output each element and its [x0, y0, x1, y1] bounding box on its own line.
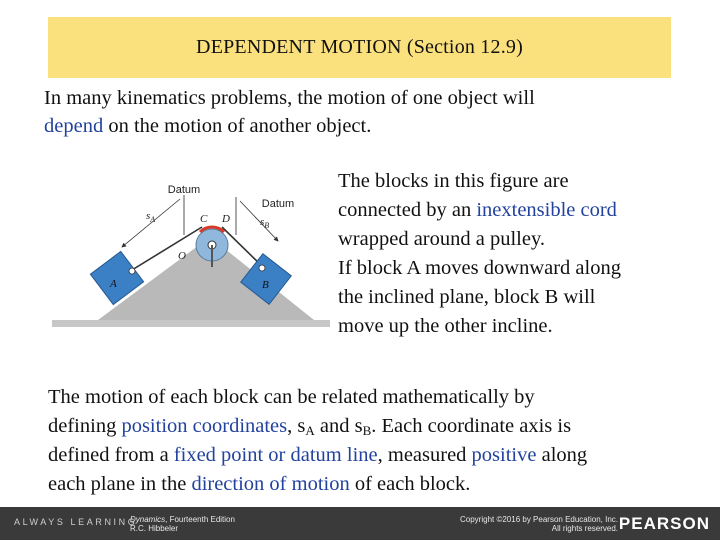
block-b-label: B	[262, 279, 269, 291]
motion-text-3: , s	[287, 415, 306, 437]
pearson-logo: PEARSON	[618, 514, 710, 533]
blocks-line-2a: connected by an	[338, 199, 477, 221]
book-author: R.C. Hibbeler	[130, 524, 179, 533]
sB-label-s: s	[260, 216, 265, 228]
intro-highlight: depend	[44, 115, 104, 137]
datum-left-label: Datum	[167, 184, 201, 196]
datum-right-label: Datum	[261, 198, 295, 210]
book-edition: , Fourteenth Edition	[165, 515, 235, 524]
motion-paragraph	[48, 383, 698, 499]
title-banner	[48, 17, 671, 78]
motion-text-8: along	[536, 444, 588, 466]
book-info	[130, 515, 235, 533]
blocks-line-4: If block A moves downward along	[338, 257, 621, 279]
intro-text-2: on the motion of another object.	[103, 115, 372, 137]
motion-text-1: The motion of each block can be related mathematically by	[48, 386, 535, 408]
sB-label	[260, 216, 269, 230]
motion-text-2: defining	[48, 415, 122, 437]
copyright-line-2: All rights reserved.	[551, 524, 618, 533]
pulley-blocks-figure	[52, 175, 332, 335]
sA-label-s: s	[146, 210, 151, 222]
motion-highlight-3: positive	[471, 444, 537, 466]
motion-text-10: of each block.	[349, 473, 471, 495]
motion-sub-2: B	[362, 423, 372, 438]
motion-highlight-1: position coordinates	[121, 415, 288, 437]
copyright	[460, 515, 618, 533]
always-learning-logo: ALWAYS LEARNING	[14, 517, 138, 527]
page-title: DEPENDENT MOTION (Section 12.9)	[196, 36, 523, 58]
motion-text-6: defined from a	[48, 444, 174, 466]
sB-label-sub: B	[264, 221, 270, 230]
intro-paragraph	[44, 84, 684, 140]
sA-label-sub: A	[150, 215, 156, 224]
motion-highlight-4: direction of motion	[191, 473, 350, 495]
motion-highlight-2: fixed point or datum line	[173, 444, 378, 466]
copyright-line-1: Copyright ©2016 by Pearson Education, Inc.	[460, 515, 618, 524]
motion-text-7: , measured	[377, 444, 472, 466]
blocks-line-3: wrapped around a pulley.	[338, 228, 546, 250]
sA-label	[146, 210, 155, 224]
blocks-line-2-highlight: inextensible cord	[476, 199, 617, 221]
intro-text-1: In many kinematics problems, the motion of one object will	[44, 87, 535, 109]
book-title: Dynamics	[130, 515, 166, 524]
blocks-line-6: move up the other incline.	[338, 315, 553, 337]
point-c-label: C	[200, 213, 208, 225]
blocks-line-5: the inclined plane, block B will	[338, 286, 596, 308]
motion-text-9: each plane in the	[48, 473, 192, 495]
point-o-label: O	[178, 250, 186, 262]
footer-bar	[0, 507, 720, 540]
ground	[52, 320, 330, 327]
motion-text-4: and s	[314, 415, 363, 437]
blocks-line-1: The blocks in this figure are	[338, 170, 569, 192]
blocks-paragraph	[338, 167, 698, 341]
block-a-label: A	[110, 278, 117, 290]
motion-sub-1: A	[305, 423, 315, 438]
motion-text-5: . Each coordinate axis is	[371, 415, 572, 437]
point-d-label: D	[222, 213, 230, 225]
